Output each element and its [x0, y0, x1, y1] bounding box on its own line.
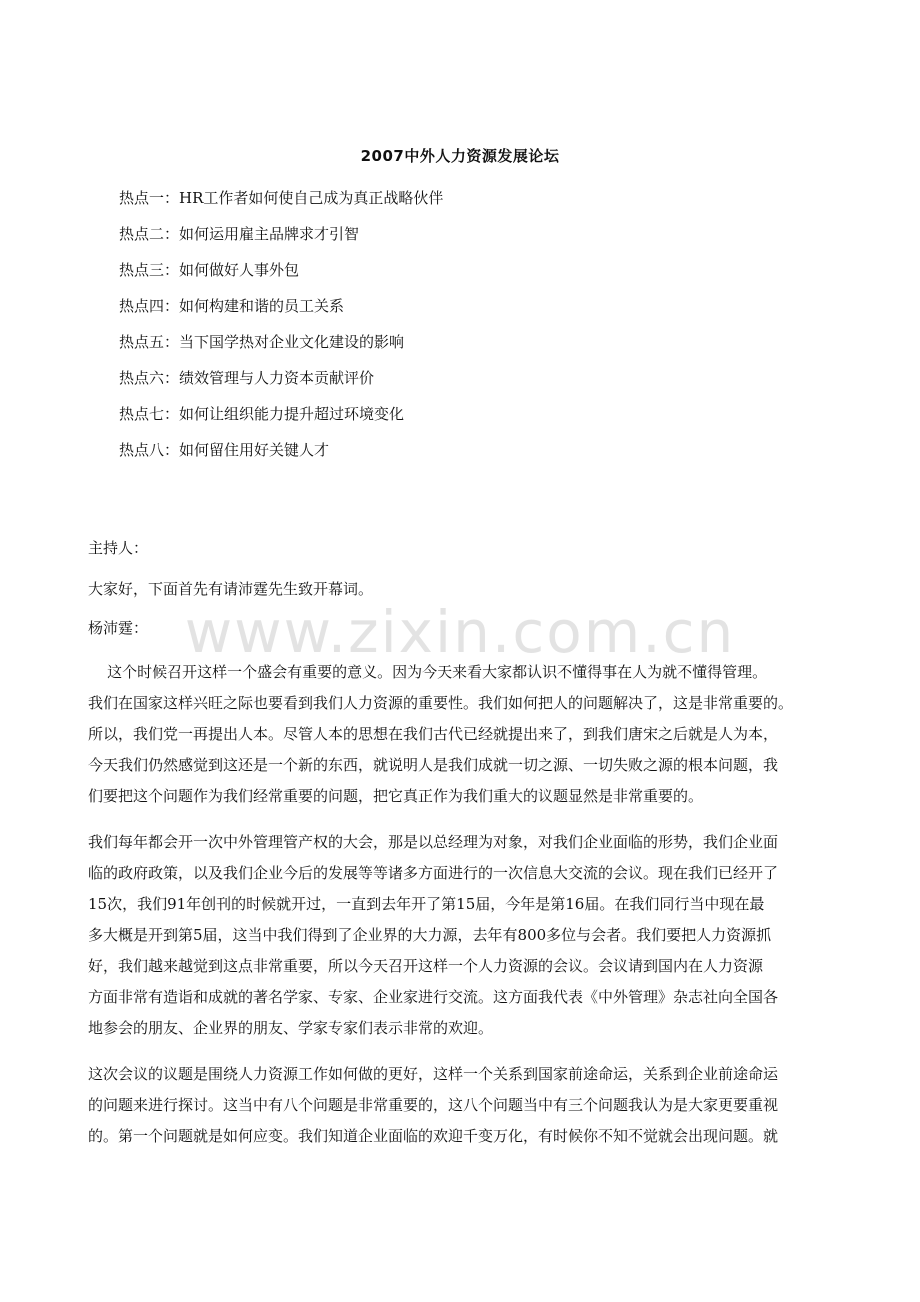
paragraph-line: 我们在国家这样兴旺之际也要看到我们人力资源的重要性。我们如何把人的问题解决了，这是非常重要的。 — [88, 694, 794, 712]
paragraph-line: 这个时候召开这样一个盛会有重要的意义。因为今天来看大家都认识不懂得事在人为就不懂得管理。 — [88, 663, 768, 681]
paragraph-line: 我们每年都会开一次中外管理管产权的大会，那是以总经理为对象，对我们企业面临的形势，我们企业面 — [88, 833, 779, 851]
paragraph — [88, 1059, 833, 1152]
paragraph-line: 15次，我们91年创刊的时候就开过，一直到去年开了第15届，今年是第16届。在我们同行当中现在最 — [88, 895, 765, 913]
host-line: 大家好，下面首先有请沛霆先生致开幕词。 — [88, 580, 374, 598]
hotspot-list — [119, 186, 819, 474]
watermark: www.zixin.com.cn — [184, 598, 736, 666]
speaker-label: 杨沛霆： — [88, 619, 149, 637]
hotspot-item: 热点五：当下国学热对企业文化建设的影响 — [119, 333, 405, 351]
paragraph — [88, 827, 833, 1044]
transcript-body — [88, 536, 833, 1167]
paragraph-line: 多大概是开到第5届，这当中我们得到了企业界的大力源，去年有800多位与会者。我们要把人力资源抓 — [88, 926, 772, 944]
paragraph-line: 地参会的朋友、企业界的朋友、学家专家们表示非常的欢迎。 — [88, 1019, 494, 1037]
paragraph-line: 方面非常有造诣和成就的著名学家、专家、企业家进行交流。这方面我代表《中外管理》杂志社向全国各 — [88, 988, 779, 1006]
paragraph-line: 的问题来进行探讨。这当中有八个问题是非常重要的，这八个问题当中有三个问题我认为是大家更要重视 — [88, 1096, 779, 1114]
paragraph-line: 们要把这个问题作为我们经常重要的问题，把它真正作为我们重大的议题显然是非常重要的。 — [88, 787, 704, 805]
paragraph-line: 临的政府政策，以及我们企业今后的发展等等诸多方面进行的一次信息大交流的会议。现在我们已经开了 — [88, 864, 779, 882]
hotspot-item: 热点八：如何留住用好关键人才 — [119, 441, 330, 459]
hotspot-item: 热点七：如何让组织能力提升超过环境变化 — [119, 405, 405, 423]
document-title: 2007中外人力资源发展论坛 — [360, 147, 560, 165]
paragraph-line: 的。第一个问题就是如何应变。我们知道企业面临的欢迎千变万化，有时候你不知不觉就会出现问题。就 — [88, 1127, 779, 1145]
paragraph-line: 所以，我们党一再提出人本。尽管人本的思想在我们古代已经就提出来了，到我们唐宋之后就是人为本， — [88, 725, 779, 743]
hotspot-item: 热点三：如何做好人事外包 — [119, 261, 300, 279]
hotspot-item: 热点一：HR工作者如何使自己成为真正战略伙伴 — [119, 189, 444, 207]
host-label: 主持人： — [88, 539, 149, 557]
paragraph-line: 今天我们仍然感觉到这还是一个新的东西，就说明人是我们成就一切之源、一切失败之源的根本问题，我 — [88, 756, 779, 774]
hotspot-item: 热点二：如何运用雇主品牌求才引智 — [119, 225, 360, 243]
hotspot-item: 热点六：绩效管理与人力资本贡献评价 — [119, 369, 375, 387]
hotspot-item: 热点四：如何构建和谐的员工关系 — [119, 297, 345, 315]
paragraph-line: 好，我们越来越觉到这点非常重要，所以今天召开这样一个人力资源的会议。会议请到国内在人力资源 — [88, 957, 764, 975]
paragraph-line: 这次会议的议题是围绕人力资源工作如何做的更好，这样一个关系到国家前途命运，关系到企业前途命运 — [88, 1065, 779, 1083]
paragraph — [88, 657, 833, 812]
